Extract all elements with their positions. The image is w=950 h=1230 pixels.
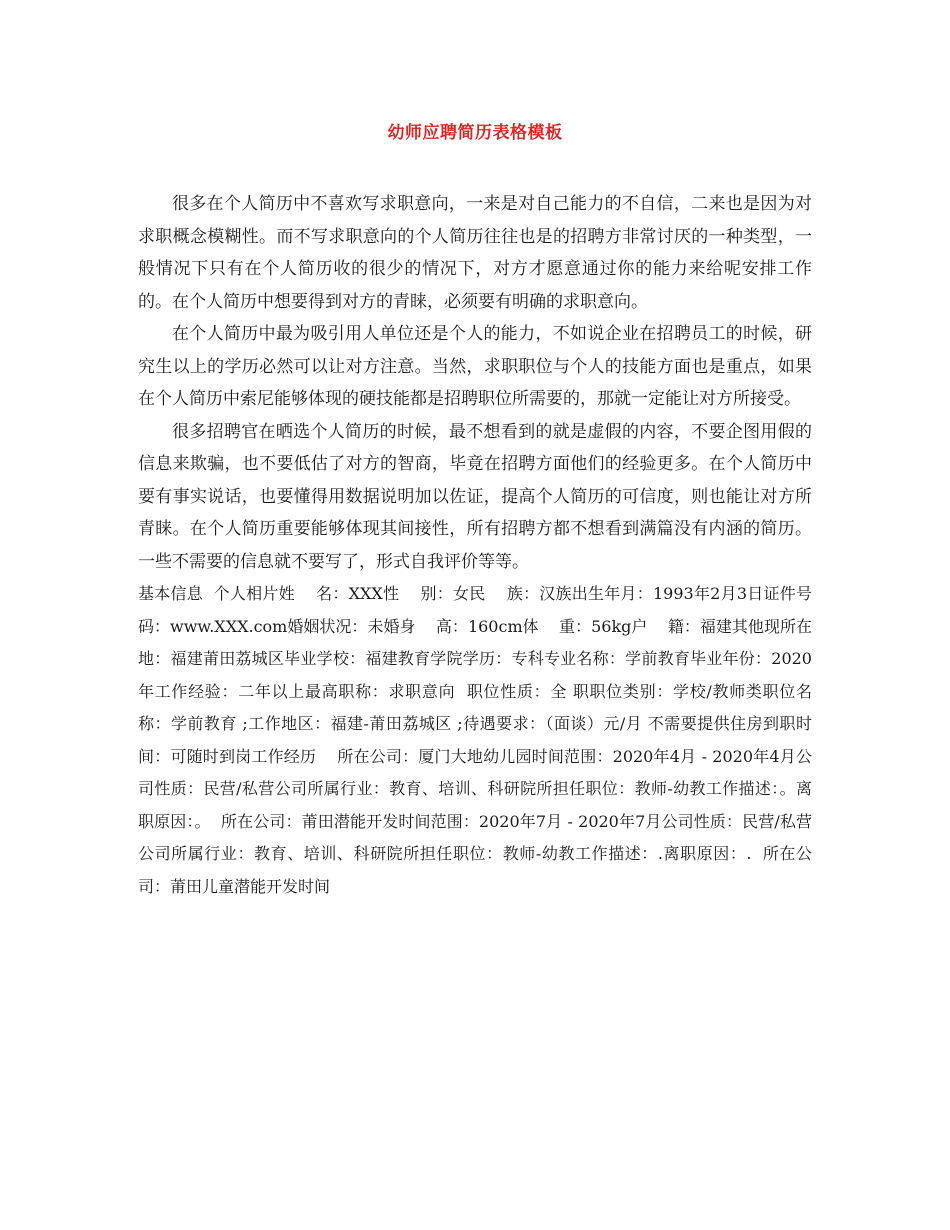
body-paragraph-3: 很多招聘官在晒选个人简历的时候，最不想看到的就是虚假的内容，不要企图用假的信息来欺骗，也不要低估了对方的智商，毕竟在招聘方面他们的经验更多。在个人简历中要有事实说话，也要懂得用数据说明加以佐证，提高个人简历的可信度，则也能让对方所青睐。在个人简历重要能够体现其间接性，所有招聘方都不想看到满篇没有内涵的简历。一些不需要的信息就不要写了，形式自我评价等等。 — [138, 421, 812, 572]
document-title: 幼师应聘简历表格模板 — [387, 123, 563, 143]
resume-info-block: 基本信息 个人相片姓 名：XXX性 别：女民 族：汉族出生年月：1993年2月3日证件号码：www.XXX.com婚姻状况：未婚身 高：160cm体 重：56kg户 籍：福建其他现所在地：福建莆田荔城区毕业学校：福建教育学院学历：专科专业名称：学前教育毕业年份：2020年工作经验：二年以上最高职称：求职意向 职位性质：全 职职位类别：学校/教师类职位名称：学前教育 ;工作地区：福建-莆田荔城区 ;待遇要求：（面谈）元/月 不需要提供住房到职时间：可随时到岗工作经历 所在公司：厦门大地幼儿园时间范围：2020年4月 - 2020年4月公司性质：民营/私营公司所属行业：教育、培训、科研院所担任职位：教师-幼教工作描述：。离职原因：。 所在公司：莆田潜能开发时间范围：2020年7月 - 2020年7月公司性质：民营/私营公司所属行业：教育、培训、科研院所担任职位：教师-幼教工作描述：.离职原因：. 所在公司：莆田儿童潜能开发时间 — [138, 584, 812, 896]
body-paragraph-1: 很多在个人简历中不喜欢写求职意向，一来是对自己能力的不自信，二来也是因为对求职概念模糊性。而不写求职意向的个人简历往往也是的招聘方非常讨厌的一种类型，一般情况下只有在个人简历收的很少的情况下，对方才愿意通过你的能力来给呢安排工作的。在个人简历中想要得到对方的青睐，必须要有明确的求职意向。 — [138, 194, 812, 312]
document-body — [138, 188, 812, 903]
body-paragraph-2: 在个人简历中最为吸引用人单位还是个人的能力，不如说企业在招聘员工的时候，研究生以上的学历必然可以让对方注意。当然，求职职位与个人的技能方面也是重点，如果在个人简历中索尼能够体现的硬技能都是招聘职位所需要的，那就一定能让对方所接受。 — [138, 324, 812, 409]
